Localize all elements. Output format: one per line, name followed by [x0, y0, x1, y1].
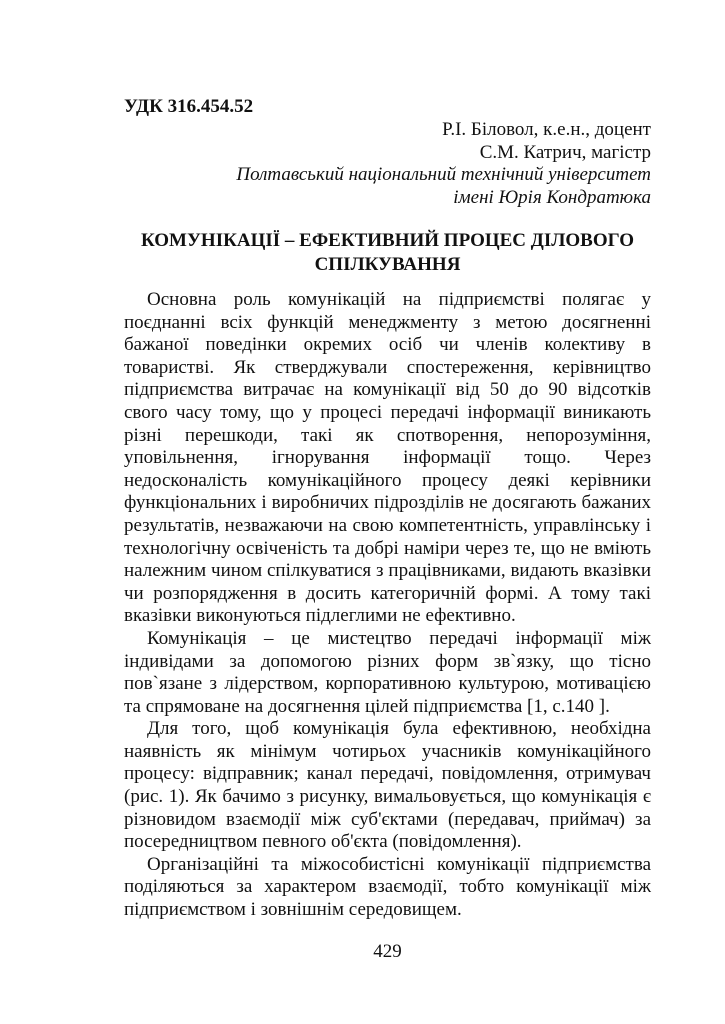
body-paragraph: Організаційні та міжособистісні комунікації підприємства поділяються за характером взаємодії, тобто комунікації між підприємством і зовнішнім середовищем.	[124, 853, 651, 921]
article-body	[124, 289, 651, 922]
body-paragraph: Для того, щоб комунікація була ефективною, необхідна наявність як мінімум чотирьох учасників комунікаційного процесу: відправник; канал передачі, повідомлення, отримувач (рис. 1). Як бачимо з рисунку, вимальовується, що комунікація є різновидом взаємодії між суб'єктами (передавач, приймач) за посередництвом певного об'єкта (повідомлення).	[124, 718, 651, 853]
affiliation-line: Полтавський національний технічний університет	[236, 164, 651, 185]
affiliation-line: імені Юрія Кондратюка	[453, 186, 651, 208]
author-block	[236, 119, 651, 209]
udk-code: УДК 316.454.52	[124, 96, 254, 117]
author-line: Р.І. Біловол, к.е.н., доцент	[442, 119, 651, 140]
page-number: 429	[373, 941, 402, 962]
body-paragraph: Комунікація – це мистецтво передачі інформації між індивідами за допомогою різних форм зв`язку, що тісно пов`язане з лідерством, корпоративною культурою, мотивацією та спрямоване на досягнення цілей підприємства [1, с.140 ].	[124, 627, 651, 717]
author-line: С.М. Катрич, магістр	[479, 141, 651, 163]
body-paragraph: Основна роль комунікацій на підприємстві полягає у поєднанні всіх функцій менеджменту з метою досягненні бажаної поведінки окремих осіб чи членів колективу в товаристві. Як стверджували спостереження, керівництво підприємства витрачає на комунікації від 50 до 90 відсотків свого часу тому, що у процесі передачі інформації виникають різні перешкоди, такі як спотворення, непорозуміння, уповільнення, ігнорування інформації тощо. Через недосконалість комунікаційного процесу деякі керівники функціональних і виробничих підрозділів не досягають бажаних результатів, незважаючи на свою компетентність, управлінську і технологічну освіченість та добрі наміри через те, що не вміють належним чином спілкуватися з працівниками, видають вказівки чи розпорядження в досить категоричній формі. А тому такі вказівки виконуються підлеглими не ефективно.	[124, 289, 651, 627]
article-title: КОМУНІКАЦІЇ – ЕФЕКТИВНИЙ ПРОЦЕС ДІЛОВОГО СПІЛКУВАННЯ	[140, 230, 635, 275]
